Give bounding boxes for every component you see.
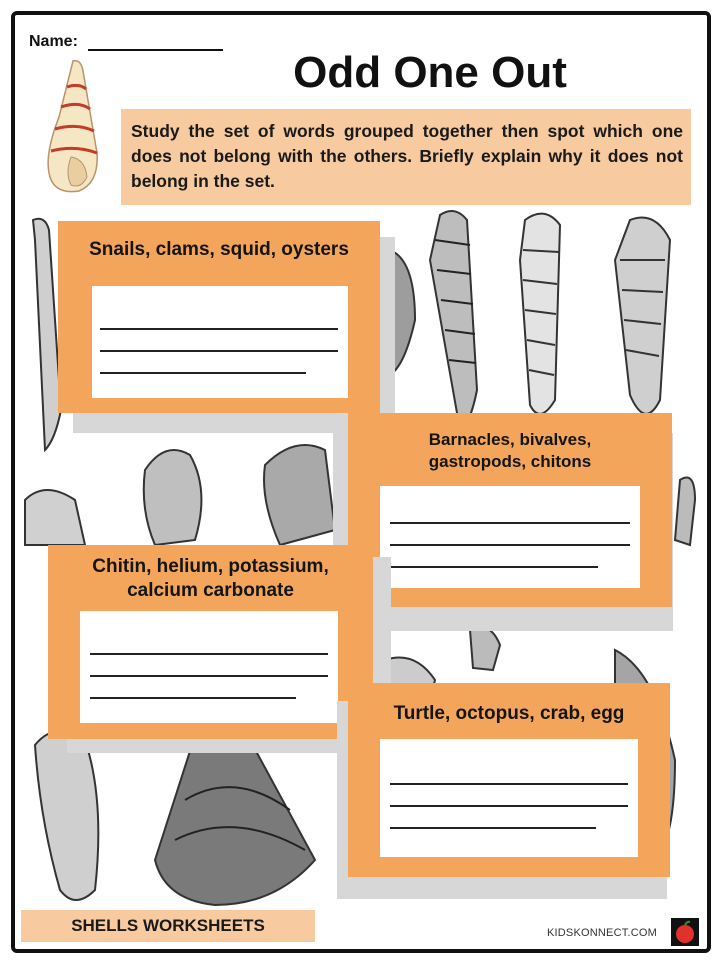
card-prompt-line: calcium carbonate — [127, 580, 294, 601]
fan-shell — [25, 490, 85, 545]
answer-line — [90, 697, 296, 699]
question-card-2 — [348, 413, 672, 607]
name-label: Name: — [29, 33, 78, 50]
page-title: Odd One Out — [293, 48, 567, 97]
question-card-4 — [348, 683, 670, 877]
answer-line — [100, 372, 306, 374]
card-prompt — [348, 429, 672, 473]
answer-line — [100, 328, 338, 330]
clam-shell-bottom-left — [35, 731, 98, 900]
answer-line — [100, 350, 338, 352]
card-prompt — [48, 555, 373, 603]
spiral-shell-1 — [430, 211, 477, 430]
card-prompt-line: Chitin, helium, potassium, — [92, 556, 329, 577]
answer-line — [90, 653, 328, 655]
question-card-1 — [58, 221, 380, 413]
cone-shell-right — [615, 218, 670, 414]
answer-line — [390, 566, 598, 568]
answer-line — [390, 544, 630, 546]
conch-shell — [264, 445, 335, 545]
card-prompt-line: gastropods, chitons — [428, 452, 592, 471]
card-prompt: Turtle, octopus, crab, egg — [393, 703, 625, 724]
spiral-shell-icon — [31, 57, 111, 197]
answer-line — [390, 827, 596, 829]
small-shell-right — [675, 478, 695, 546]
brand-text: KIDSKONNECT.COM — [547, 927, 657, 939]
answer-line — [390, 783, 628, 785]
card-prompt: Snails, clams, squid, oysters — [89, 239, 349, 260]
name-field[interactable] — [88, 49, 223, 51]
answer-area[interactable] — [80, 611, 338, 723]
footer-label: SHELLS WORKSHEETS — [21, 910, 315, 942]
answer-area[interactable] — [380, 486, 640, 588]
spiky-shell — [144, 450, 202, 545]
answer-line — [90, 675, 328, 677]
worksheet-page — [11, 11, 711, 953]
instructions-box: Study the set of words grouped together then spot which one does not belong with the others. Briefly explain why it does not belong in the set. — [121, 109, 691, 205]
answer-line — [390, 805, 628, 807]
answer-area[interactable] — [380, 739, 638, 857]
answer-line — [390, 522, 630, 524]
question-card-3 — [48, 545, 373, 739]
answer-area[interactable] — [92, 286, 348, 398]
card-prompt-line: Barnacles, bivalves, — [428, 430, 592, 449]
spiral-shell-3 — [470, 627, 500, 670]
apple-icon — [671, 918, 699, 946]
spire-shell-left — [33, 219, 61, 450]
